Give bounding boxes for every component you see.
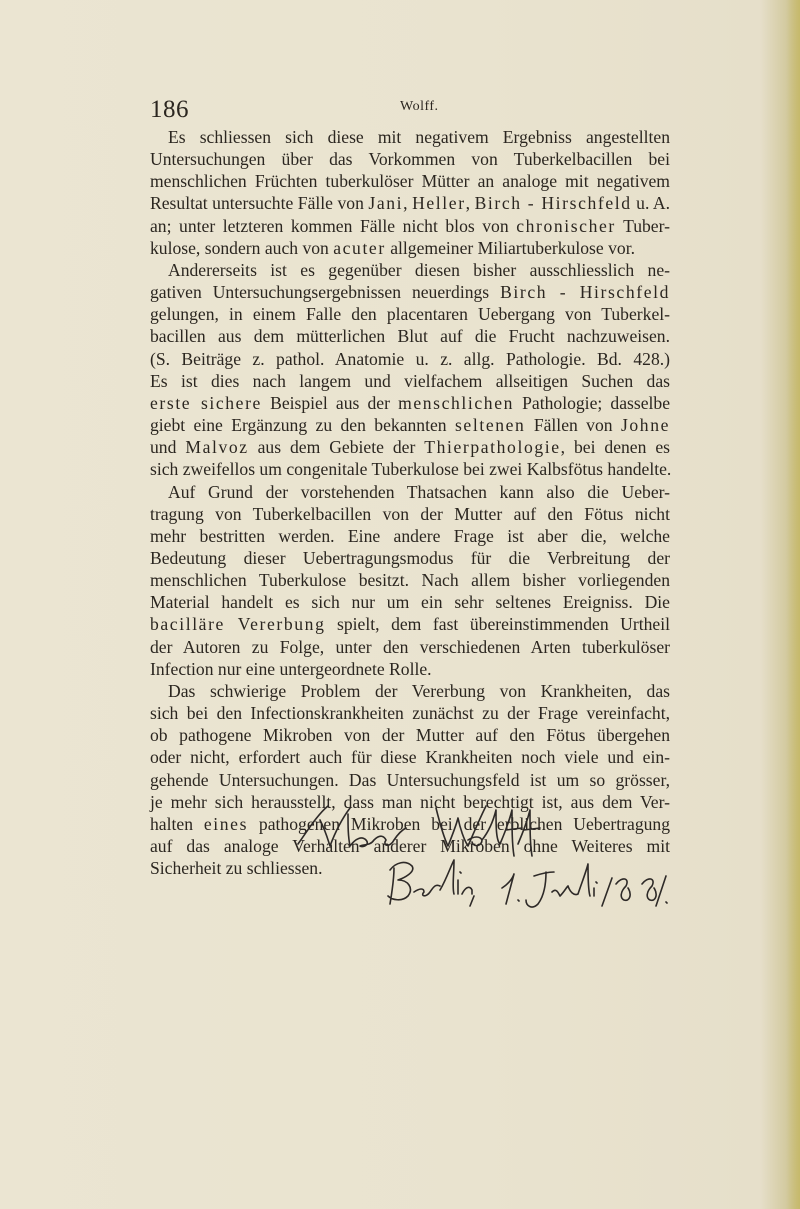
page-number: 186 xyxy=(150,96,189,123)
text-run: auf das analoge Verhalten anderer Mikroben ohne Weiteres mit xyxy=(150,836,670,856)
spaced-name: Birch - Hirschfeld xyxy=(500,282,670,303)
text-run: Material handelt es sich nur um ein sehr seltenes Ereigniss. Die xyxy=(150,592,670,613)
page-edge-stain xyxy=(786,0,800,1209)
text-run: halten xyxy=(150,813,204,834)
text-line xyxy=(150,325,670,347)
text-run: Resultat untersuchte Fälle von xyxy=(150,193,369,214)
text-line xyxy=(150,613,670,635)
text-run: und xyxy=(150,437,186,458)
spaced-emphasis: bacilläre Vererbung xyxy=(150,614,326,635)
paragraph xyxy=(150,126,670,259)
text-line xyxy=(150,303,670,325)
text-run: Fällen von xyxy=(525,415,621,436)
text-line xyxy=(150,259,670,281)
text-run: Sicherheit zu schliessen. xyxy=(150,858,323,879)
text-line xyxy=(150,658,670,680)
text-line xyxy=(150,348,670,370)
text-run: Auf Grund der vorstehenden Thatsachen kann also die Ueber- xyxy=(168,481,670,502)
spaced-emphasis: eines xyxy=(203,813,249,834)
spaced-emphasis: erste sichere xyxy=(150,392,262,413)
text-run: bacillen aus dem mütterlichen Blut auf die Frucht nachzuweisen. xyxy=(150,326,670,347)
spaced-emphasis: menschlichen xyxy=(398,392,514,413)
text-run: Das schwierige Problem der Vererbung von Krankheiten, das xyxy=(168,680,670,701)
page-header xyxy=(150,96,670,126)
text-run: der Autoren zu Folge, unter den verschiedenen Arten tuberkulöser xyxy=(150,636,670,657)
spaced-emphasis: acuter xyxy=(333,237,386,258)
text-line xyxy=(150,702,670,724)
text-run: menschlichen Tuberkulose besitzt. Nach allem bisher vorliegenden xyxy=(150,570,670,591)
text-run: Infection nur eine untergeordnete Rolle. xyxy=(150,658,432,679)
text-line xyxy=(150,436,670,458)
text-line xyxy=(150,746,670,768)
text-run: Tuber- xyxy=(615,215,670,236)
text-run: Beispiel aus der xyxy=(261,392,399,413)
text-run: Es ist dies nach langem und vielfachem allseitigen Suchen das xyxy=(150,370,670,391)
text-line xyxy=(150,370,670,392)
text-line xyxy=(150,525,670,547)
text-run: Andererseits ist es gegenüber diesen bisher ausschliesslich ne- xyxy=(168,259,670,280)
text-line xyxy=(150,414,670,436)
text-run: , xyxy=(465,193,475,214)
text-run: kulose, sondern auch von xyxy=(150,237,334,258)
text-run: pathogenen Mikroben bei der erblichen Uebertragung xyxy=(248,813,671,834)
text-run: menschlichen Früchten tuberkulöser Mütter an analoge mit negativem xyxy=(150,171,670,192)
text-line xyxy=(150,126,670,148)
paragraph xyxy=(150,481,670,680)
spaced-name: Heller xyxy=(412,193,466,214)
text-run: gehende Untersuchungen. Das Untersuchungsfeld ist um so grösser, xyxy=(150,769,670,790)
handwritten-signature xyxy=(290,800,690,920)
text-line xyxy=(150,481,670,503)
text-run: allgemeiner Miliartuberkulose vor. xyxy=(385,237,635,258)
text-run: giebt eine Ergänzung zu den bekannten xyxy=(150,415,455,436)
signature-drawing xyxy=(290,800,690,920)
text-run: Es schliessen sich diese mit negativem Ergebniss angestellten xyxy=(168,127,670,147)
text-run: sich bei den Infectionskrankheiten zunächst zu der Frage vereinfacht, xyxy=(150,703,670,724)
text-run: ob pathogene Mikroben von der Mutter auf den Fötus übergehen xyxy=(150,725,670,746)
text-run: gativen Untersuchungsergebnissen neuerdings xyxy=(150,282,501,303)
text-line xyxy=(150,503,670,525)
text-line xyxy=(150,591,670,613)
text-line xyxy=(150,148,670,170)
spaced-name: Jani xyxy=(368,193,404,214)
text-line xyxy=(150,170,670,192)
spaced-emphasis: seltenen xyxy=(454,415,526,436)
text-line xyxy=(150,192,670,214)
text-run: Untersuchungen über das Vorkommen von Tuberkelbacillen bei xyxy=(150,149,670,170)
text-run: je mehr sich herausstellt, dass man nicht berechtigt ist, aus dem Ver- xyxy=(150,791,670,812)
text-run: Bedeutung dieser Uebertragungsmodus für die Verbreitung der xyxy=(150,547,670,568)
body-text xyxy=(150,126,670,879)
spaced-name: Birch - Hirschfeld xyxy=(474,193,632,214)
spaced-emphasis: chronischer xyxy=(516,215,616,236)
text-run: tragung von Tuberkelbacillen von der Mutter auf den Fötus nicht xyxy=(150,503,670,524)
text-line xyxy=(150,636,670,658)
spaced-name: Johne xyxy=(620,415,670,436)
text-line xyxy=(150,458,670,480)
text-run: oder nicht, erfordert auch für diese Krankheiten noch viele und ein- xyxy=(150,747,670,768)
text-line xyxy=(150,724,670,746)
text-run: sich zweifellos um congenitale Tuberkulose bei zwei Kalbsfötus handelte. xyxy=(150,459,672,480)
text-run: (S. Beiträge z. pathol. Anatomie u. z. allg. Pathologie. Bd. 428.) xyxy=(150,348,670,369)
text-run: aus dem Gebiete der xyxy=(248,437,425,458)
text-line xyxy=(150,392,670,414)
spaced-emphasis: Thierpathologie xyxy=(424,437,561,458)
running-head: Wolff. xyxy=(400,99,439,114)
text-run: Pathologie; dasselbe xyxy=(514,392,671,413)
text-run: u. A. xyxy=(631,193,670,214)
text-run: an; unter letzteren kommen Fälle nicht blos von xyxy=(150,215,517,236)
text-run: gelungen, in einem Falle den placentaren Uebergang von Tuberkel- xyxy=(150,304,670,325)
text-run: spielt, dem fast übereinstimmenden Urtheil xyxy=(325,614,670,635)
text-line xyxy=(150,547,670,569)
spaced-name: Malvoz xyxy=(185,437,249,458)
text-line xyxy=(150,215,670,237)
text-run: , xyxy=(403,193,413,214)
text-run: mehr bestritten werden. Eine andere Frage ist aber die, welche xyxy=(150,525,670,546)
text-line xyxy=(150,569,670,591)
text-line xyxy=(150,237,670,259)
text-line xyxy=(150,680,670,702)
text-run: , bei denen es xyxy=(560,437,670,458)
paragraph xyxy=(150,259,670,481)
text-line xyxy=(150,769,670,791)
text-line xyxy=(150,281,670,303)
